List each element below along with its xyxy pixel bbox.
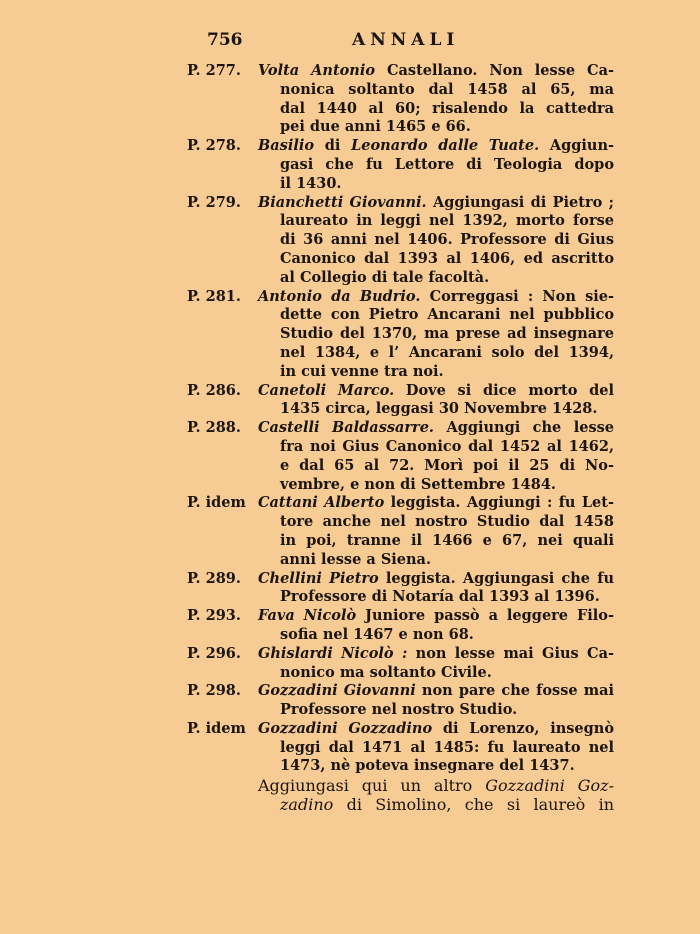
text-line: [258, 701, 614, 720]
page-reference: P. idem: [187, 494, 246, 512]
italic-name: Gozzadini Goz-: [485, 776, 615, 796]
italic-name: Bianchetti Giovanni.: [258, 193, 427, 211]
entry-text: [258, 645, 614, 683]
text-line: [258, 62, 614, 81]
errata-entry: [0, 607, 700, 645]
line-text: al Collegio di tale facoltà.: [280, 268, 490, 286]
text-line: [258, 664, 614, 683]
text-line: [258, 156, 614, 175]
line-text: Aggiungi che lesse: [433, 419, 615, 437]
page-reference: P. idem: [187, 719, 246, 737]
page-reference: P. 286.: [187, 381, 241, 399]
page-reference: P. 277.: [187, 62, 241, 79]
page-header: [0, 30, 700, 54]
text-line: [258, 551, 614, 570]
text-line: [258, 757, 614, 776]
text-line: [258, 532, 614, 551]
text-line: [258, 194, 614, 213]
text-line: [258, 739, 614, 758]
line-text: dal 1440 al 60; risalendo la cattedra: [280, 99, 614, 117]
entry-text: [258, 137, 614, 193]
line-text: Castellano. Non lesse Ca-: [375, 62, 614, 79]
text-line: [258, 137, 614, 156]
line-text: di 36 anni nel 1406. Professore di Gius: [280, 231, 614, 249]
page-reference: P. 298.: [187, 682, 241, 700]
line-text: laureato in leggi nel 1392, morto forse: [280, 212, 614, 230]
italic-name: Cattani Alberto: [258, 494, 385, 512]
text-line: [258, 720, 614, 739]
line-text: 1473, nè poteva insegnare del 1437.: [280, 757, 575, 775]
text-line: [258, 419, 614, 438]
errata-list: [0, 62, 700, 814]
running-title: ANNALI: [352, 30, 460, 50]
line-text: Professore di Notaría dal 1393 al 1396.: [280, 588, 600, 606]
line-text: non lesse mai Gius Ca-: [407, 644, 614, 662]
text-line: [258, 400, 614, 419]
line-text: Studio del 1370, ma prese ad insegnare: [280, 325, 614, 343]
italic-name: Castelli Baldassarre.: [258, 419, 434, 437]
text-line: [258, 682, 614, 701]
errata-entry: [0, 494, 700, 569]
line-text: dette con Pietro Ancarani nel pubblico: [280, 306, 614, 324]
text-line: [258, 306, 614, 325]
page-reference: P. 296.: [187, 644, 241, 662]
line-text: di Lorenzo, insegnò: [432, 719, 615, 737]
page-reference: P. 293.: [187, 607, 241, 625]
text-line: [258, 118, 614, 137]
italic-name: Canetoli Marco.: [258, 381, 395, 399]
entry-text: [258, 419, 614, 494]
italic-name: Antonio da Budrio.: [258, 287, 421, 305]
text-line: [258, 776, 614, 795]
italic-name: zadino: [280, 795, 334, 815]
line-text: nel 1384, e l’ Ancarani solo del 1394,: [280, 343, 614, 361]
text-line: [258, 231, 614, 250]
line-text: di Simolino, che si laureò in: [333, 795, 614, 815]
italic-name: Gozzadini Gozzadino: [258, 719, 433, 737]
text-line: [258, 513, 614, 532]
page-reference: P. 289.: [187, 569, 241, 587]
line-text: Canonico dal 1393 al 1406, ed ascritto: [280, 249, 614, 267]
line-text: anni lesse a Siena.: [280, 550, 432, 568]
italic-name: Basilio: [258, 137, 315, 155]
line-text: di: [314, 137, 352, 155]
text-line: [258, 626, 614, 645]
line-text: in cui venne tra noi.: [280, 362, 444, 380]
text-line: [258, 250, 614, 269]
line-text: Juniore passò a leggere Filo-: [356, 607, 614, 625]
text-line: [258, 81, 614, 100]
text-line: [258, 494, 614, 513]
line-text: vembre, e non di Settembre 1484.: [280, 475, 556, 493]
italic-name: Chellini Pietro: [258, 569, 379, 587]
errata-entry: [0, 194, 700, 288]
entry-text: [258, 682, 614, 720]
entry-text: [258, 62, 614, 137]
errata-entry: [0, 682, 700, 720]
line-text: il 1430.: [280, 174, 342, 192]
line-text: Aggiungasi di Pietro ;: [426, 193, 614, 211]
line-text: Professore nel nostro Studio.: [280, 701, 518, 719]
line-text: fra noi Gius Canonico dal 1452 al 1462,: [280, 437, 614, 455]
entry-text: [258, 194, 614, 288]
page-reference: P. 281.: [187, 287, 241, 305]
line-text: pei due anni 1465 e 66.: [280, 118, 471, 136]
italic-name: Gozzadini Giovanni: [258, 682, 416, 700]
line-text: Aggiun-: [539, 137, 615, 155]
italic-name: Volta Antonio: [258, 62, 376, 79]
text-line: [258, 288, 614, 307]
errata-entry: [0, 382, 700, 420]
entry-text: [258, 494, 614, 569]
line-text: leggista. Aggiungi : fu Let-: [384, 494, 614, 512]
line-text: leggista. Aggiungasi che fu: [378, 569, 614, 587]
line-text: leggi dal 1471 al 1485: fu laureato nel: [280, 738, 614, 756]
text-line: [258, 325, 614, 344]
text-line: [258, 457, 614, 476]
text-line: [258, 607, 614, 626]
text-line: [258, 588, 614, 607]
line-text: nonico ma soltanto Civile.: [280, 663, 492, 681]
line-text: Dove si dice morto del: [394, 381, 614, 399]
errata-entry: [0, 645, 700, 683]
page-reference: P. 288.: [187, 419, 241, 437]
text-line: [258, 645, 614, 664]
text-line: [258, 363, 614, 382]
text-line: [258, 100, 614, 119]
page-reference: P. 278.: [187, 137, 241, 155]
errata-entry: [0, 720, 700, 776]
entry-text: [258, 288, 614, 382]
line-text: 1435 circa, leggasi 30 Novembre 1428.: [280, 400, 598, 418]
entry-text: [258, 607, 614, 645]
line-text: tore anche nel nostro Studio dal 1458: [280, 513, 614, 531]
text-line: [258, 212, 614, 231]
continuation-paragraph: [258, 776, 614, 814]
italic-name: Leonardo dalle Tuate.: [351, 137, 540, 155]
text-line: [258, 570, 614, 589]
italic-name: Ghislardi Nicolò :: [258, 644, 408, 662]
entry-text: [258, 720, 614, 776]
errata-entry: [0, 62, 700, 137]
line-text: in poi, tranne il 1466 e 67, nei quali: [280, 531, 614, 549]
page-reference: P. 279.: [187, 193, 241, 211]
entry-text: [258, 570, 614, 608]
text-line: [258, 438, 614, 457]
line-text: e dal 65 al 72. Morì poi il 25 di No-: [280, 456, 614, 474]
line-text: Aggiungasi qui un altro: [258, 776, 486, 796]
line-text: non pare che fosse mai: [415, 682, 614, 700]
errata-entry: [0, 288, 700, 382]
text-line: [258, 795, 614, 814]
italic-name: Fava Nicolò: [258, 607, 357, 625]
text-line: [258, 382, 614, 401]
line-text: Correggasi : Non sie-: [420, 287, 614, 305]
errata-entry: [0, 570, 700, 608]
entry-text: [258, 382, 614, 420]
errata-entry: [0, 137, 700, 193]
line-text: gasi che fu Lettore di Teologia dopo: [280, 155, 614, 173]
line-text: nonica soltanto dal 1458 al 65, ma: [280, 80, 614, 98]
line-text: sofia nel 1467 e non 68.: [280, 625, 474, 643]
text-line: [258, 269, 614, 288]
text-line: [258, 476, 614, 495]
errata-entry: [0, 419, 700, 494]
text-line: [258, 344, 614, 363]
text-line: [258, 175, 614, 194]
page-number: 756: [207, 30, 243, 50]
